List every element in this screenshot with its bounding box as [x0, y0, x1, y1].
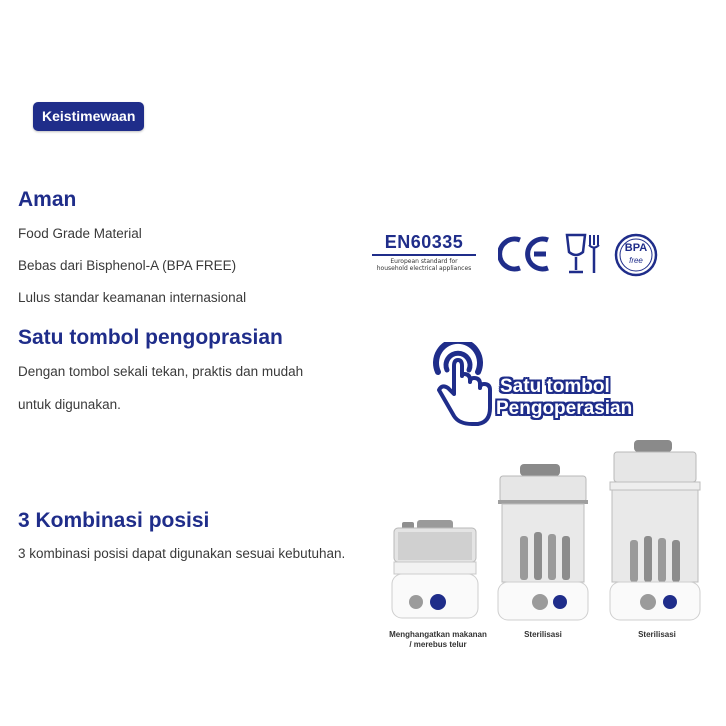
feature-badge: Keistimewaan: [33, 102, 144, 131]
satu-tombol-line-1: Dengan tombol sekali tekan, praktis dan mudah: [18, 364, 304, 379]
bpa-free-badge: [614, 233, 658, 277]
product-label-small-line-1: Menghangatkan makanan: [389, 630, 487, 639]
section-title-satu-tombol: Satu tombol pengoprasian: [18, 326, 283, 349]
product-label-small-line-2: / merebus telur: [409, 640, 467, 649]
product-label-medium: Sterilisasi: [524, 630, 562, 639]
aman-line-3: Lulus standar keamanan internasional: [18, 290, 247, 305]
sterilizer-large-image: [610, 440, 700, 620]
sterilizer-medium-image: [498, 464, 588, 620]
food-safe-icon: [564, 232, 604, 276]
aman-line-2: Bebas dari Bisphenol-A (BPA FREE): [18, 258, 237, 273]
sterilizer-product-images: [380, 436, 720, 626]
kombinasi-line-1: 3 kombinasi posisi dapat digunakan sesuai kebutuhan.: [18, 546, 346, 561]
satu-tombol-line-2: untuk digunakan.: [18, 397, 121, 412]
bpa-label: BPA: [624, 242, 648, 254]
bpa-free-icon: [614, 233, 658, 277]
product-label-small: [380, 630, 496, 650]
cta-one-button: [496, 376, 632, 420]
section-title-kombinasi: 3 Kombinasi posisi: [18, 509, 210, 532]
product-label-large: Sterilisasi: [638, 630, 676, 639]
en60335-divider: [372, 254, 476, 256]
cta-line-1: Satu tombol: [500, 376, 610, 397]
bpa-free-label: free: [629, 256, 643, 265]
sterilizer-small-image: [392, 520, 478, 618]
en60335-caption-2: household electrical appliances: [376, 265, 472, 272]
section-title-aman: Aman: [18, 188, 77, 211]
en60335-certification: [366, 232, 482, 272]
en60335-caption-1: European standard for: [390, 258, 458, 265]
aman-line-1: Food Grade Material: [18, 226, 142, 241]
tap-hand-icon: [426, 342, 496, 428]
cta-line-2: Pengoperasian: [496, 398, 633, 419]
ce-mark-icon: [498, 234, 552, 274]
en60335-code: EN60335: [384, 232, 464, 252]
